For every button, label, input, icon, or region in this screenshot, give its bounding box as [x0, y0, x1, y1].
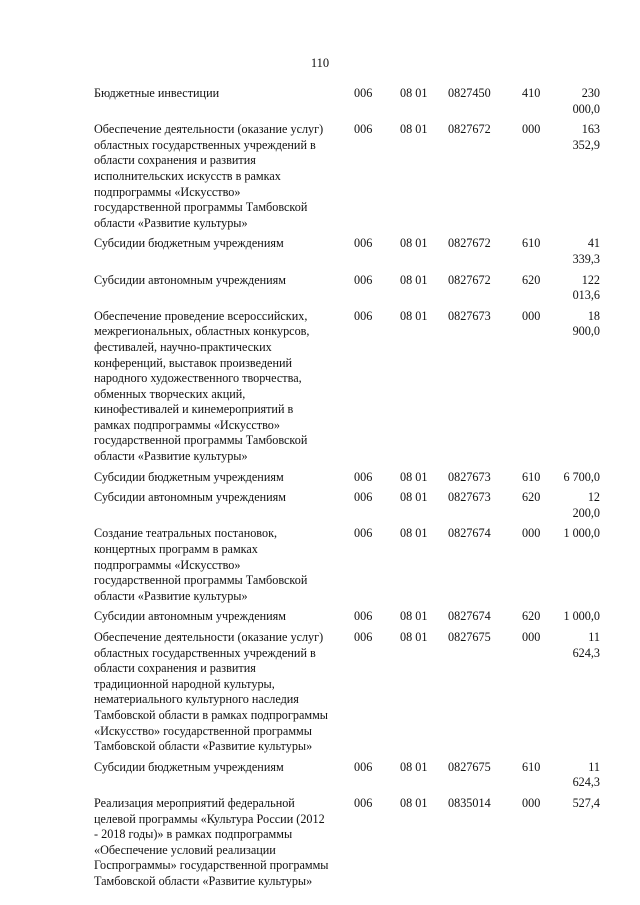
table-row	[94, 609, 600, 630]
amount: 11 624,3	[572, 759, 600, 790]
table-row	[94, 86, 600, 122]
item-name: Субсидии автономным учреждениям	[94, 490, 286, 505]
target-article-code: 0827672	[448, 272, 491, 287]
ministry-code: 006	[354, 469, 373, 484]
target-article-code: 0835014	[448, 795, 491, 810]
item-name: Субсидии бюджетным учреждениям	[94, 469, 284, 484]
target-article-code: 0827673	[448, 490, 491, 505]
expense-type-code: 620	[522, 609, 541, 624]
item-name: Субсидии автономным учреждениям	[94, 609, 286, 624]
expense-type-code: 000	[522, 795, 541, 810]
section-code: 08 01	[400, 86, 428, 100]
table-row	[94, 490, 600, 526]
ministry-code: 006	[354, 122, 373, 137]
section-code: 08 01	[400, 122, 428, 137]
budget-table	[94, 86, 600, 895]
section-code: 08 01	[400, 609, 428, 624]
expense-type-code: 000	[522, 526, 541, 541]
amount: 1 000,0	[563, 609, 600, 624]
ministry-code: 006	[354, 759, 373, 774]
expense-type-code: 000	[522, 630, 541, 644]
ministry-code: 006	[354, 308, 373, 323]
expense-type-code: 410	[522, 86, 541, 100]
target-article-code: 0827450	[448, 86, 491, 100]
item-name: Обеспечение деятельности (оказание услуг) областных государственных учреждений в области сохранения и развития традиционной народной культуры, нематериального культурного наследия Тамбовской области в рамках подпрограммы «Искусство» государственной программы Тамбовской области «Развитие культуры»	[94, 630, 328, 754]
target-article-code: 0827674	[448, 609, 491, 624]
ministry-code: 006	[354, 86, 373, 100]
amount: 6 700,0	[563, 469, 600, 484]
ministry-code: 006	[354, 795, 373, 810]
expense-type-code: 610	[522, 759, 541, 774]
amount: 230 000,0	[572, 86, 600, 116]
table-row	[94, 526, 600, 609]
expense-type-code: 000	[522, 308, 541, 323]
section-code: 08 01	[400, 272, 428, 287]
section-code: 08 01	[400, 759, 428, 774]
table-row	[94, 470, 600, 491]
section-code: 08 01	[400, 795, 428, 810]
item-name: Обеспечение деятельности (оказание услуг) областных государственных учреждений в области сохранения и развития исполнительских искусств в рамках подпрограммы «Искусство» государственной программы Тамбовской области «Развитие культуры»	[94, 122, 324, 230]
ministry-code: 006	[354, 490, 373, 505]
page-number: 110	[310, 56, 330, 70]
target-article-code: 0827675	[448, 759, 491, 774]
ministry-code: 006	[354, 609, 373, 624]
section-code: 08 01	[400, 469, 428, 484]
section-code: 08 01	[400, 308, 428, 323]
amount: 11 624,3	[572, 630, 600, 660]
item-name: Бюджетные инвестиции	[94, 86, 220, 100]
amount: 122 013,6	[572, 272, 600, 303]
section-code: 08 01	[400, 490, 428, 505]
expense-type-code: 000	[522, 122, 541, 137]
table-row	[94, 796, 600, 895]
item-name: Субсидии автономным учреждениям	[94, 272, 286, 287]
item-name: Создание театральных постановок, концертных программ в рамках подпрограммы «Искусство» государственной программы Тамбовской области «Развитие культуры»	[94, 526, 308, 603]
expense-type-code: 610	[522, 236, 541, 251]
section-code: 08 01	[400, 630, 428, 644]
expense-type-code: 620	[522, 272, 541, 287]
item-name: Субсидии бюджетным учреждениям	[94, 759, 284, 774]
item-name: Субсидии бюджетным учреждениям	[94, 236, 284, 251]
ministry-code: 006	[354, 526, 373, 541]
budget-table-body	[94, 86, 600, 895]
target-article-code: 0827673	[448, 469, 491, 484]
target-article-code: 0827673	[448, 308, 491, 323]
section-code: 08 01	[400, 526, 428, 541]
section-code: 08 01	[400, 236, 428, 251]
ministry-code: 006	[354, 272, 373, 287]
table-row	[94, 236, 600, 272]
table-row	[94, 760, 600, 796]
target-article-code: 0827675	[448, 630, 491, 644]
amount: 12 200,0	[572, 490, 600, 520]
table-row	[94, 122, 600, 236]
ministry-code: 006	[354, 630, 373, 644]
amount: 163 352,9	[572, 122, 600, 152]
amount: 18 900,0	[572, 308, 600, 339]
expense-type-code: 620	[522, 490, 541, 505]
target-article-code: 0827672	[448, 236, 491, 251]
table-row	[94, 309, 600, 470]
target-article-code: 0827672	[448, 122, 491, 137]
expense-type-code: 610	[522, 469, 541, 484]
target-article-code: 0827674	[448, 526, 491, 541]
ministry-code: 006	[354, 236, 373, 251]
item-name: Реализация мероприятий федеральной целевой программы «Культура России (2012 - 2018 годы)» в рамках подпрограммы «Обеспечение условий реализации Госпрограммы» государственной программы Тамбовской области «Развитие культуры»	[94, 795, 329, 888]
table-row	[94, 273, 600, 309]
table-row	[94, 630, 600, 760]
amount: 1 000,0	[563, 526, 600, 541]
amount: 527,4	[572, 795, 600, 810]
item-name: Обеспечение проведение всероссийских, межрегиональных, областных конкурсов, фестивалей, научно-практических конференций, выставок произведений народного художественного творчества, обменных творческих акций, кинофестивалей и кинемероприятий в рамках подпрограммы «Искусство» государственной программы Тамбовской области «Развитие культуры»	[94, 308, 310, 464]
amount: 41 339,3	[572, 236, 600, 266]
